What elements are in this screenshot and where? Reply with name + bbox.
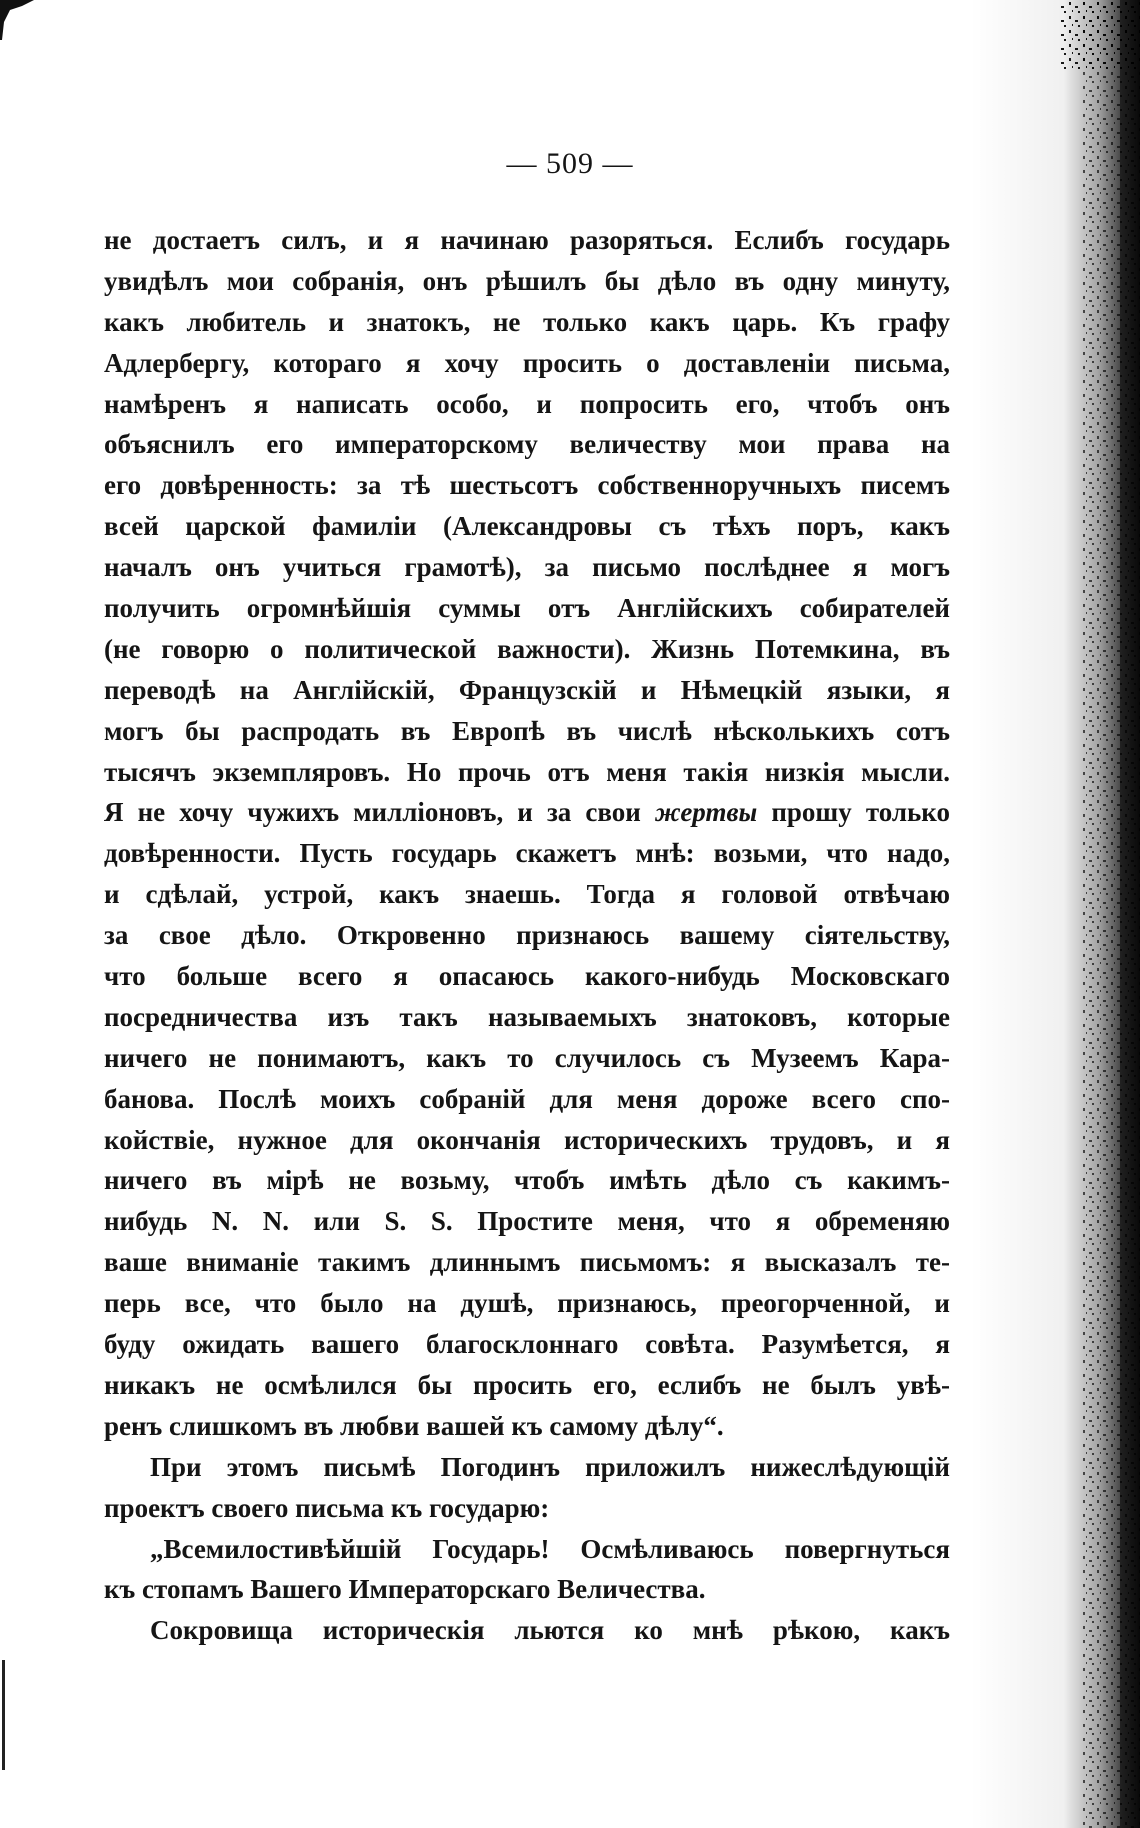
text-line: объяснилъ его императорскому величеству мои права на [104, 429, 950, 460]
text-line: никакъ не осмѣлился бы просить его, еслибъ не былъ увѣ- [104, 1369, 950, 1400]
text-line: переводѣ на Англійскій, Французскій и Нѣмецкій языки, я [104, 674, 950, 705]
text-line: не достаетъ силъ, и я начинаю разоряться. Еслибъ государь [104, 225, 950, 255]
scan-noise-edge [970, 0, 1140, 1828]
text-line: намѣренъ я написать особо, и попросить его, чтобъ онъ [104, 388, 950, 419]
text-line: увидѣлъ мои собранія, онъ рѣшилъ бы дѣло въ одну минуту, [104, 265, 950, 296]
text-line: довѣренности. Пусть государь скажетъ мнѣ: возьми, что надо, [104, 838, 950, 869]
text-line: При этомъ письмѣ Погодинъ приложилъ нижеслѣдующій [150, 1451, 950, 1482]
text-line: его довѣренность: за тѣ шестьсотъ собственноручныхъ писемъ [104, 470, 950, 501]
text-line: и сдѣлай, устрой, какъ знаешь. Тогда я головой отвѣчаю [104, 879, 950, 910]
text-line: всей царской фамиліи (Александровы съ тѣхъ поръ, какъ [104, 511, 950, 542]
text-line: ничего не понимаютъ, какъ то случилось съ Музеемъ Кара- [104, 1042, 950, 1073]
text-line: началъ онъ учиться грамотѣ), за письмо послѣднее я могъ [104, 552, 950, 583]
text-line: Сокровища историческія льются ко мнѣ рѣкою, какъ [150, 1615, 950, 1646]
text-segment: Я не хочу чужихъ милліоновъ, и за свои [104, 797, 655, 828]
text-line: нибудь N. N. или S. S. Простите меня, что я обременяю [104, 1206, 950, 1237]
text-line-with-emphasis [104, 792, 950, 833]
text-line: къ стопамъ Вашего Императорскаго Величества. [104, 1574, 706, 1605]
text-line: ничего въ мірѣ не возьму, чтобъ имѣть дѣло съ какимъ- [104, 1165, 950, 1196]
scan-left-edge-mark [2, 1660, 5, 1770]
text-line: за свое дѣло. Откровенно признаюсь вашему сіятельству, [104, 920, 950, 951]
text-segment: прошу только [757, 797, 950, 828]
text-line: „Всемилостивѣйшій Государь! Осмѣливаюсь повергнуться [150, 1533, 950, 1564]
text-line: (не говорю о политической важности). Жизнь Потемкина, въ [104, 633, 950, 664]
text-line: ренъ слишкомъ въ любви вашей къ самому дѣлу“. [104, 1410, 724, 1441]
text-line: буду ожидать вашего благосклоннаго совѣта. Разумѣется, я [104, 1329, 950, 1360]
text-line: Адлербергу, котораго я хочу просить о доставленіи письма, [104, 347, 950, 378]
text-line: койствіе, нужное для окончанія историческихъ трудовъ, и я [104, 1124, 950, 1155]
text-line: перь все, что было на душѣ, признаюсь, преогорченной, и [104, 1288, 950, 1319]
text-line: тысячъ экземпляровъ. Но прочь отъ меня такія низкія мысли. [104, 756, 950, 787]
text-line: банова. Послѣ моихъ собраній для меня дороже всего спо- [104, 1083, 950, 1114]
page-number: — 509 — [506, 147, 634, 180]
text-line: могъ бы распродать въ Европѣ въ числѣ нѣсколькихъ сотъ [104, 715, 950, 746]
text-line: посредничества изъ такъ называемыхъ знатоковъ, которые [104, 1001, 950, 1032]
text-line: что больше всего я опасаюсь какого-нибудь Московскаго [104, 961, 950, 992]
text-line: какъ любитель и знатокъ, не только какъ царь. Къ графу [104, 306, 950, 337]
text-line: получить огромнѣйшія суммы отъ Англійскихъ собирателей [104, 593, 950, 624]
text-line: проектъ своего письма къ государю: [104, 1492, 550, 1523]
text-line: ваше вниманіе такимъ длиннымъ письмомъ: я высказалъ те- [104, 1247, 950, 1278]
emphasized-word: жертвы [654, 797, 758, 828]
body-text [104, 220, 950, 1651]
scan-corner-mark [0, 0, 40, 40]
